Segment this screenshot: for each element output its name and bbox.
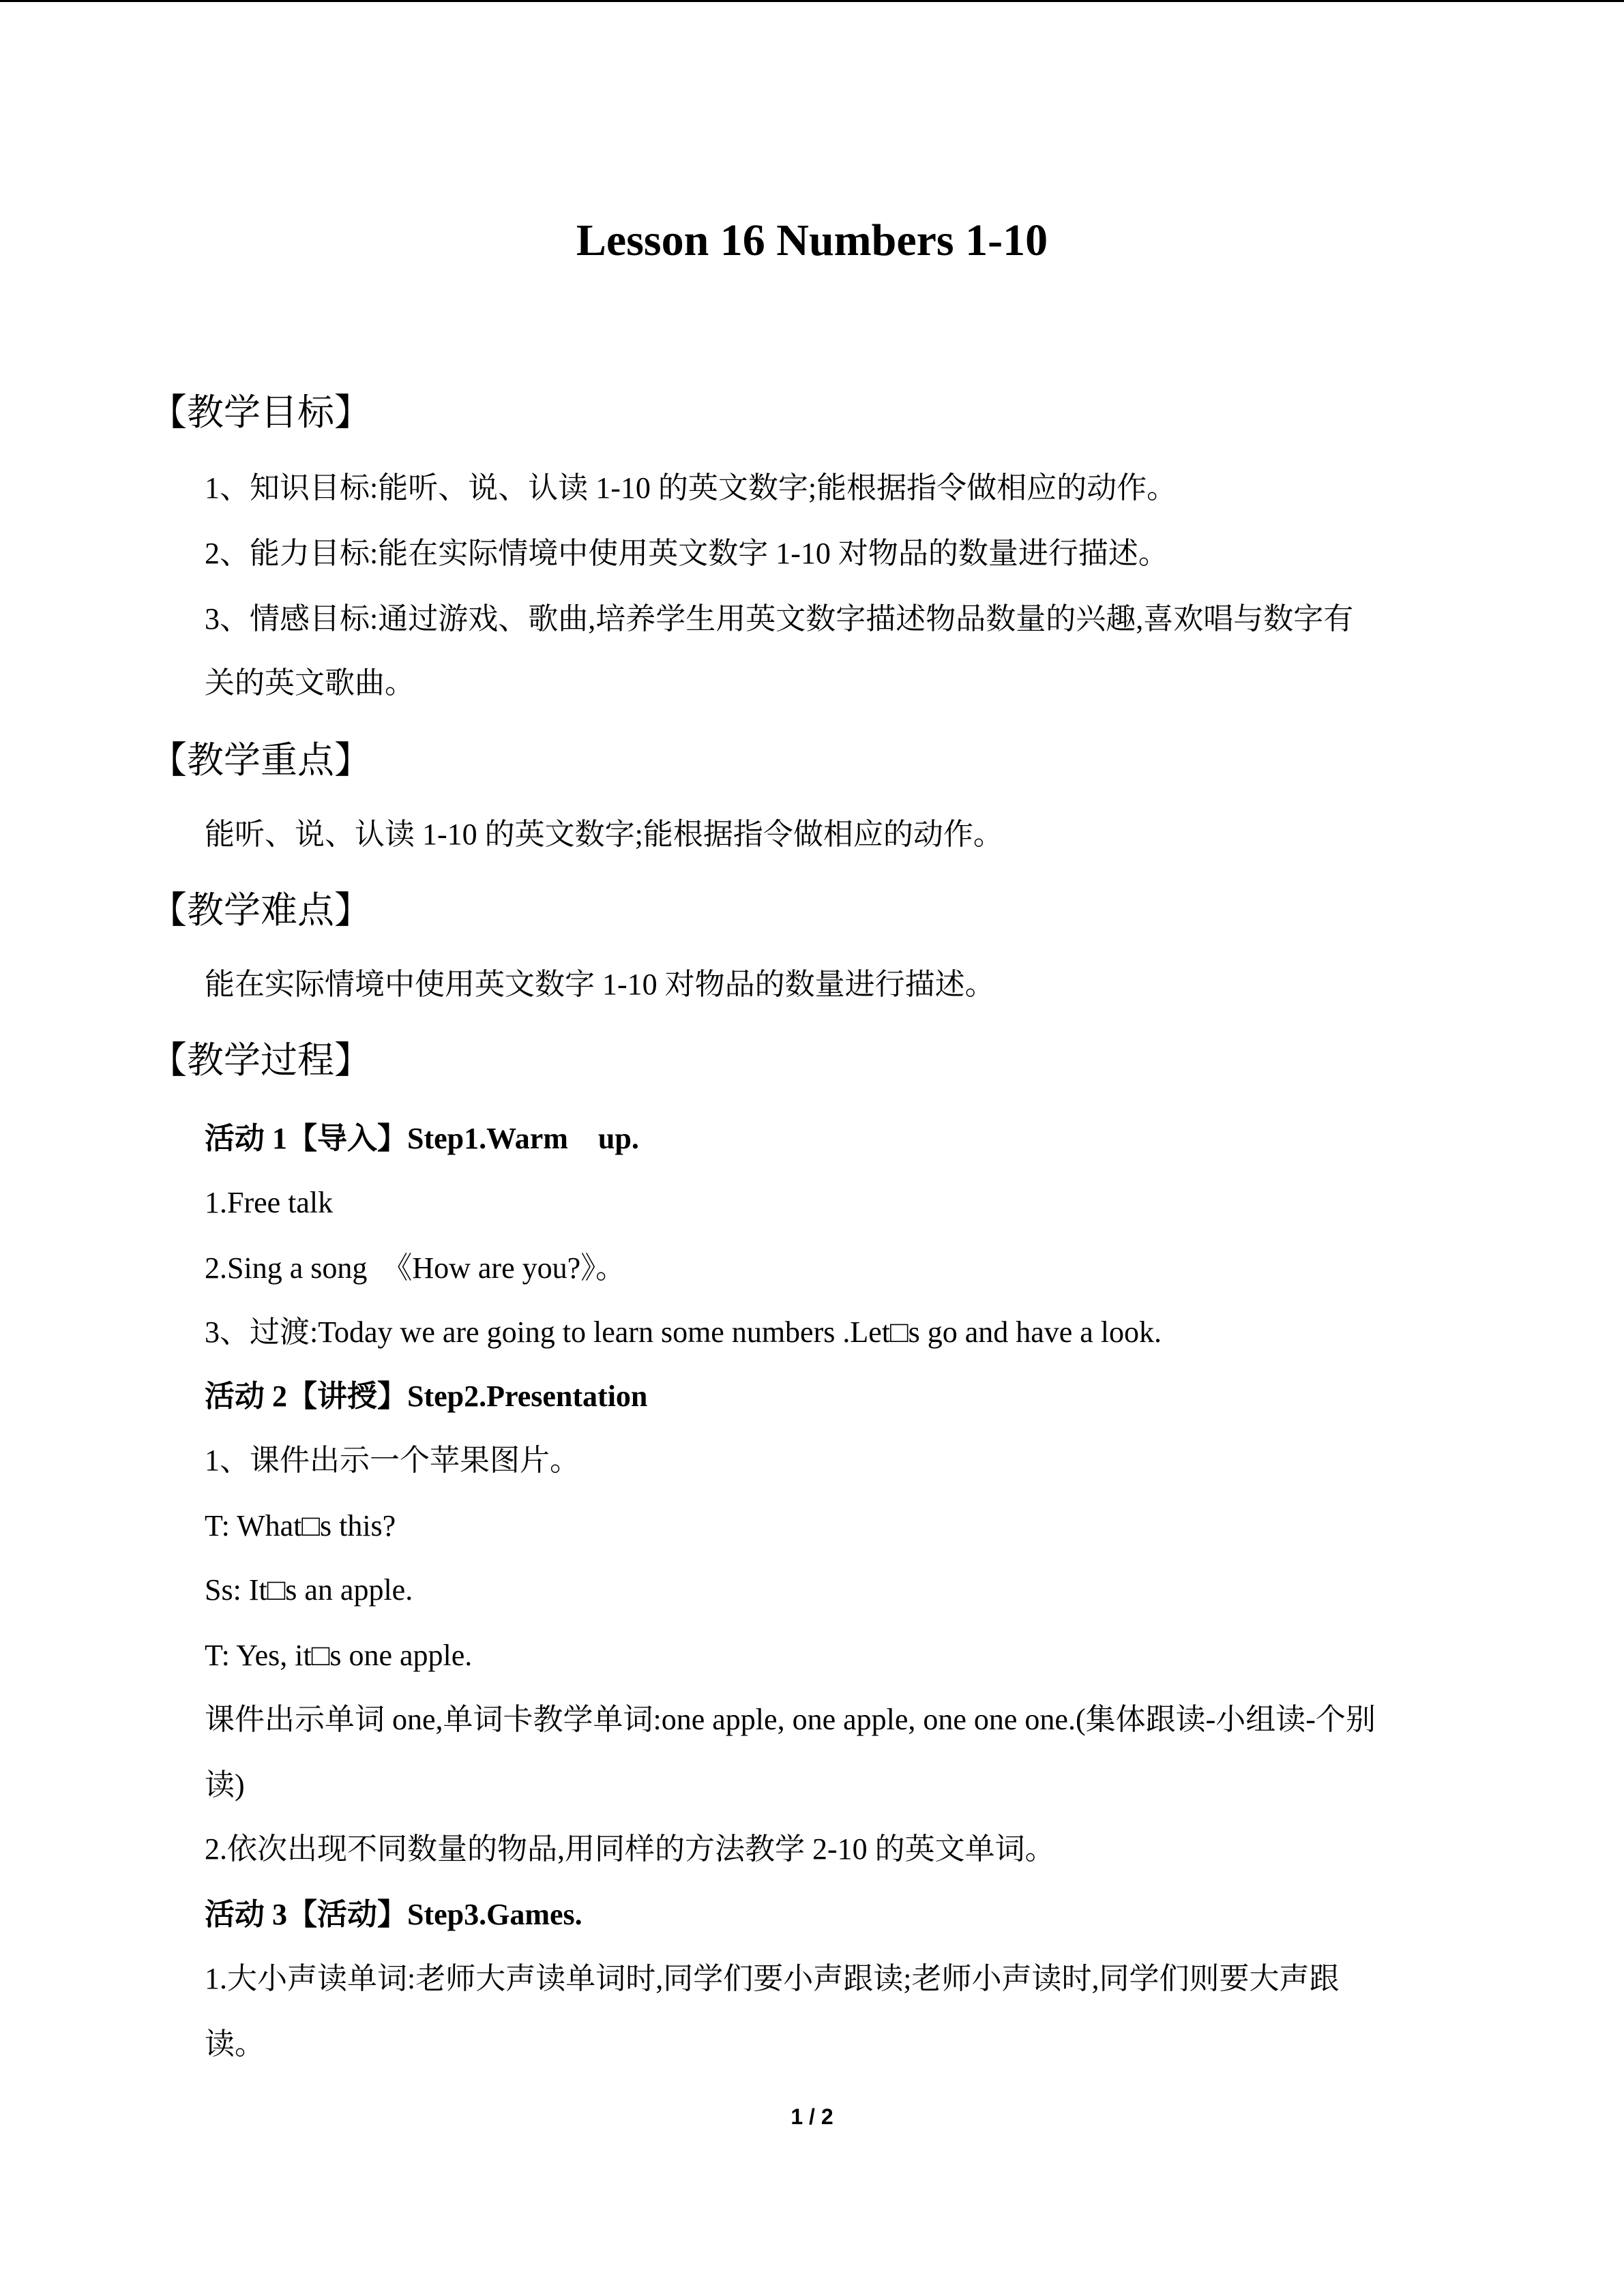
activity-3-label: 活动 3【活动】Step3.Games.: [205, 1898, 582, 1931]
section-heading-process: 【教学过程】: [150, 1039, 371, 1082]
page-title: Lesson 16 Numbers 1-10: [576, 215, 1048, 265]
activity-2-note-line-2: 读): [205, 1768, 245, 1802]
activity-2-step-2: 2.依次出现不同数量的物品,用同样的方法教学 2-10 的英文单词。: [205, 1832, 1055, 1866]
activity-1-label: 活动 1【导入】Step1.Warm up.: [205, 1122, 639, 1155]
activity-3-step-1-line-1: 1.大小声读单词:老师大声读单词时,同学们要小声跟读;老师小声读时,同学们则要大声跟: [205, 1962, 1340, 1995]
key-points-text: 能听、说、认读 1-10 的英文数字;能根据指令做相应的动作。: [205, 818, 1003, 851]
activity-1-step-3: 3、过渡:Today we are going to learn some numbers .Let□s go and have a look.: [205, 1315, 1162, 1349]
section-heading-difficulties: 【教学难点】: [150, 889, 371, 931]
activity-2-dialog-3: T: Yes, it□s one apple.: [205, 1639, 473, 1672]
activity-1-step-1: 1.Free talk: [205, 1186, 334, 1219]
activity-2-label: 活动 2【讲授】Step2.Presentation: [205, 1380, 648, 1413]
section-heading-key-points: 【教学重点】: [150, 739, 371, 781]
activity-2-dialog-2: Ss: It□s an apple.: [205, 1573, 413, 1607]
top-border-rule: [0, 0, 1624, 2]
activity-1-step-2: 2.Sing a song 《How are you?》。: [205, 1251, 626, 1285]
difficulties-text: 能在实际情境中使用英文数字 1-10 对物品的数量进行描述。: [205, 968, 995, 1001]
goal-item-3-line-1: 3、情感目标:通过游戏、歌曲,培养学生用英文数字描述物品数量的兴趣,喜欢唱与数字有: [205, 602, 1354, 636]
activity-2-note-line-1: 课件出示单词 one,单词卡教学单词:one apple, one apple, one one one.(集体跟读-小组读-个别: [205, 1703, 1376, 1736]
activity-2-dialog-1: T: What□s this?: [205, 1509, 396, 1542]
activity-3-step-1-line-2: 读。: [205, 2027, 265, 2061]
section-heading-goals: 【教学目标】: [150, 391, 371, 434]
page-number: 1 / 2: [791, 2104, 833, 2129]
activity-2-step-1: 1、课件出示一个苹果图片。: [205, 1444, 580, 1477]
goal-item-2: 2、能力目标:能在实际情境中使用英文数字 1-10 对物品的数量进行描述。: [205, 537, 1168, 570]
goal-item-3-line-2: 关的英文歌曲。: [205, 666, 415, 700]
goal-item-1: 1、知识目标:能听、说、认读 1-10 的英文数字;能根据指令做相应的动作。: [205, 471, 1177, 505]
